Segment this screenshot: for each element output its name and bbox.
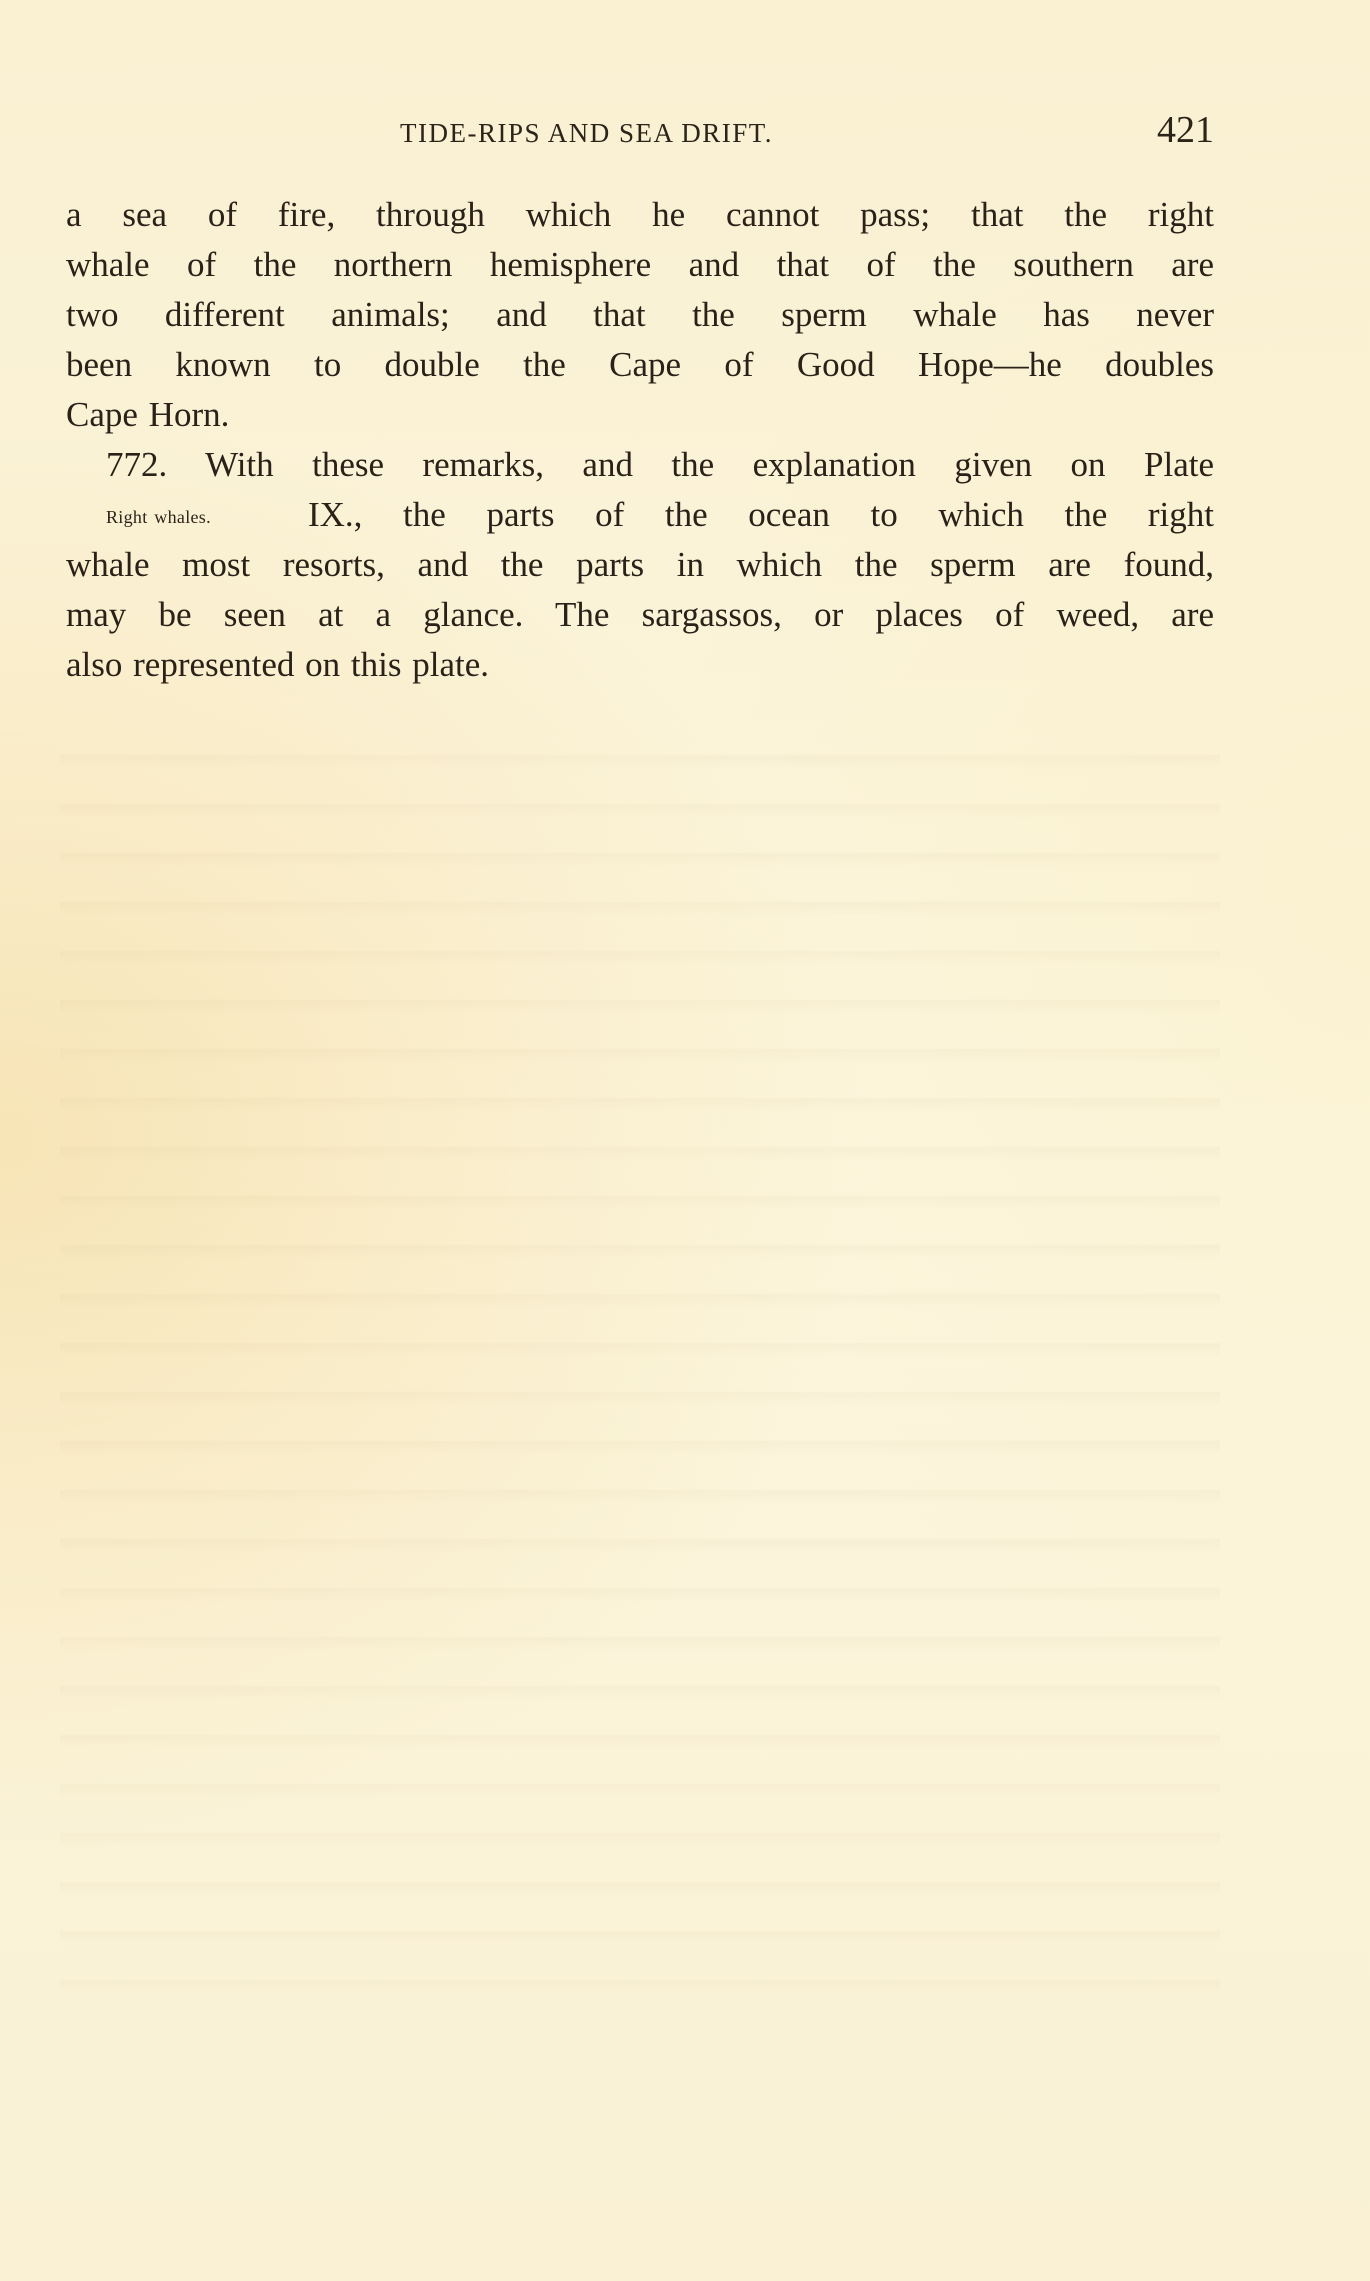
- page-number: 421: [1157, 109, 1214, 151]
- marginal-sidenote: Right whales.: [106, 507, 211, 527]
- text-line: two different animals; and that the sperm whale has never: [66, 295, 1214, 334]
- show-through-texture: [60, 720, 1220, 2020]
- text-line: Cape Horn.: [66, 395, 230, 434]
- text-line: also represented on this plate.: [66, 645, 490, 684]
- text-line: may be seen at a glance. The sargassos, or places of weed, are: [66, 595, 1214, 634]
- running-head: TIDE-RIPS AND SEA DRIFT.: [400, 118, 774, 148]
- paragraph-772-sidenote-line: [66, 490, 1214, 540]
- text-line: IX., the parts of the ocean to which the right: [308, 495, 1214, 534]
- body-text: [66, 190, 1214, 690]
- page-header: [66, 108, 1214, 158]
- text-line: been known to double the Cape of Good Hope—he doubles: [66, 345, 1214, 384]
- text-line: whale of the northern hemisphere and that of the southern are: [66, 245, 1214, 284]
- text-line: a sea of fire, through which he cannot pass; that the right: [66, 195, 1214, 234]
- text-line: whale most resorts, and the parts in which the sperm are found,: [66, 545, 1214, 584]
- paragraph-772-first-line: 772. With these remarks, and the explanation given on Plate: [106, 445, 1214, 484]
